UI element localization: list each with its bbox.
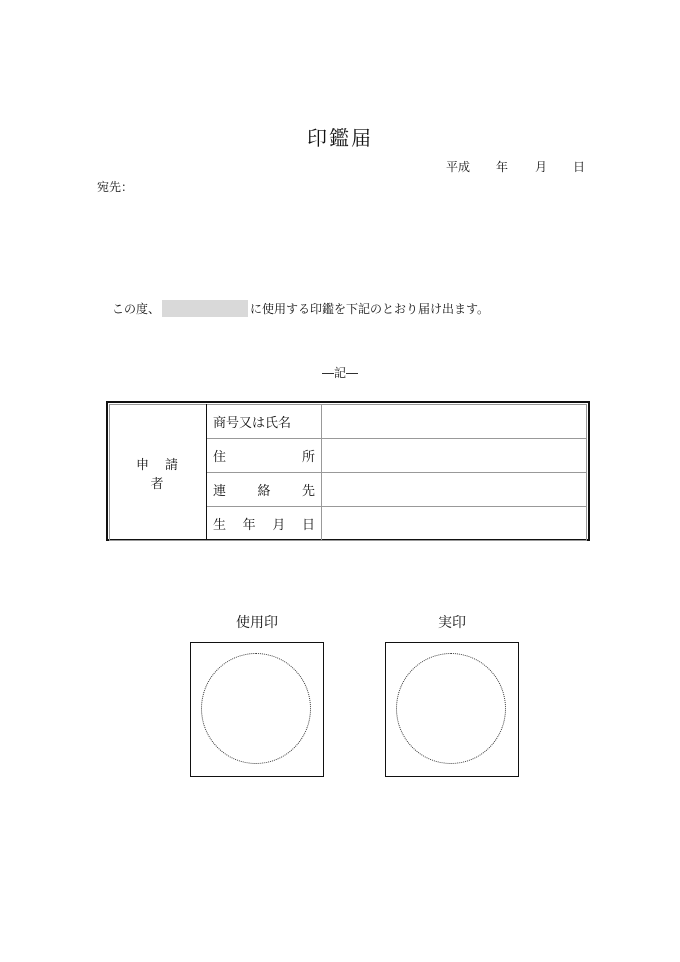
date-era: 平成 bbox=[446, 160, 471, 174]
name-label bbox=[207, 405, 322, 439]
birthdate-label bbox=[207, 507, 322, 541]
usage-seal-circle bbox=[201, 653, 311, 764]
birthdate-label-char: 年 bbox=[242, 518, 256, 533]
date-day-label: 日 bbox=[573, 160, 586, 174]
document-title: 印鑑届 bbox=[307, 126, 373, 150]
applicant-table-frame bbox=[106, 401, 590, 541]
registered-seal-box[interactable] bbox=[385, 642, 519, 777]
statement-suffix: に使用する印鑑を下記のとおり届け出ます。 bbox=[250, 302, 490, 316]
contact-label-char: 連 bbox=[213, 484, 227, 499]
name-label-text: 商号又は氏名 bbox=[213, 416, 292, 431]
usage-seal-label: 使用印 bbox=[236, 615, 278, 631]
statement bbox=[112, 300, 489, 317]
statement-prefix: この度、 bbox=[112, 302, 161, 316]
applicant-table bbox=[109, 404, 587, 541]
applicant-group-label: 申請者 bbox=[110, 405, 207, 541]
name-value-field[interactable] bbox=[322, 405, 587, 439]
table-row bbox=[110, 405, 587, 439]
date-year-label: 年 bbox=[496, 160, 509, 174]
usage-blank-field[interactable] bbox=[162, 300, 248, 317]
recipient-label: 宛先： bbox=[97, 180, 134, 194]
registered-seal-label: 実印 bbox=[438, 615, 466, 631]
record-mark: ―記― bbox=[321, 366, 358, 380]
address-value-field[interactable] bbox=[322, 439, 587, 473]
date-month-label: 月 bbox=[535, 160, 548, 174]
registered-seal-circle bbox=[396, 653, 506, 764]
usage-seal-box[interactable] bbox=[190, 642, 324, 777]
contact-label-char: 絡 bbox=[257, 484, 271, 499]
address-label bbox=[207, 439, 322, 473]
birthdate-value-field[interactable] bbox=[322, 507, 587, 541]
contact-label-char: 先 bbox=[301, 484, 315, 499]
address-label-char: 住 bbox=[213, 450, 227, 465]
birthdate-label-char: 月 bbox=[272, 518, 286, 533]
contact-label bbox=[207, 473, 322, 507]
birthdate-label-char: 日 bbox=[301, 518, 315, 533]
birthdate-label-char: 生 bbox=[213, 518, 227, 533]
address-label-char: 所 bbox=[301, 450, 315, 465]
contact-value-field[interactable] bbox=[322, 473, 587, 507]
